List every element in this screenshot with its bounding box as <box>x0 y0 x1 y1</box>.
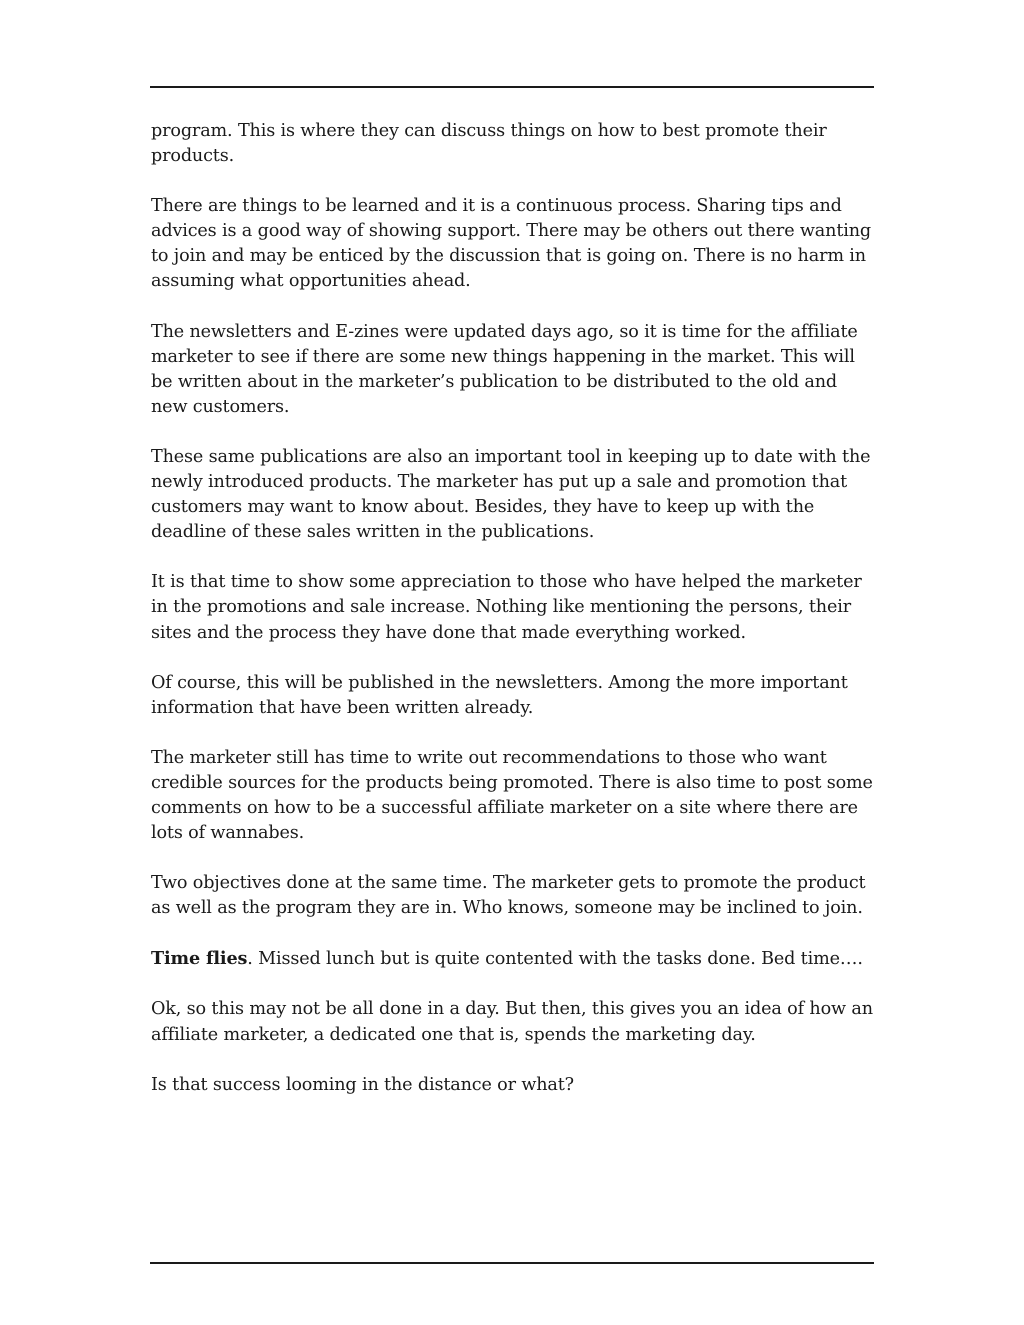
footer-rule <box>150 1262 874 1264</box>
paragraph: Of course, this will be published in the newsletters. Among the more important information that have been written already. <box>151 672 848 718</box>
paragraph: program. This is where they can discuss things on how to best promote their products. <box>151 121 827 167</box>
paragraph: Ok, so this may not be all done in a day. But then, this gives you an idea of how an affiliate marketer, a dedicated one that is, spends the marketing day. <box>151 999 873 1045</box>
document-body <box>151 119 875 1123</box>
time-flies-paragraph <box>151 946 875 972</box>
time-flies-text: . Missed lunch but is quite contented with the tasks done. Bed time…. <box>247 949 863 970</box>
paragraph: The newsletters and E-zines were updated days ago, so it is time for the affiliate marketer to see if there are some new things happening in the market. This will be written about in the marketer’s publication to be distributed to the old and new customers. <box>151 321 858 417</box>
paragraph: The marketer still has time to write out recommendations to those who want credible sources for the products being promoted. There is also time to post some comments on how to be a successful affiliate marketer on a site where there are lots of wannabes. <box>151 747 873 844</box>
paragraph: It is that time to show some appreciation to those who have helped the marketer in the promotions and sale increase. Nothing like mentioning the persons, their sites and the process they have done that made everything worked. <box>151 572 862 643</box>
paragraph: These same publications are also an important tool in keeping up to date with the newly introduced products. The marketer has put up a sale and promotion that customers may want to know about. Besides, they have to keep up with the deadline of these sales written in the publications. <box>151 446 871 543</box>
paragraph: Is that success looming in the distance or what? <box>151 1074 574 1095</box>
paragraph: There are things to be learned and it is a continuous process. Sharing tips and advices is a good way of showing support. There may be others out there wanting to join and may be enticed by the discussion that is going on. There is no harm in assuming what opportunities ahead. <box>151 196 872 292</box>
paragraph: Two objectives done at the same time. The marketer gets to promote the product as well as the program they are in. Who knows, someone may be inclined to join. <box>151 873 866 919</box>
time-flies-heading: Time flies <box>151 948 248 970</box>
header-rule <box>150 86 874 88</box>
